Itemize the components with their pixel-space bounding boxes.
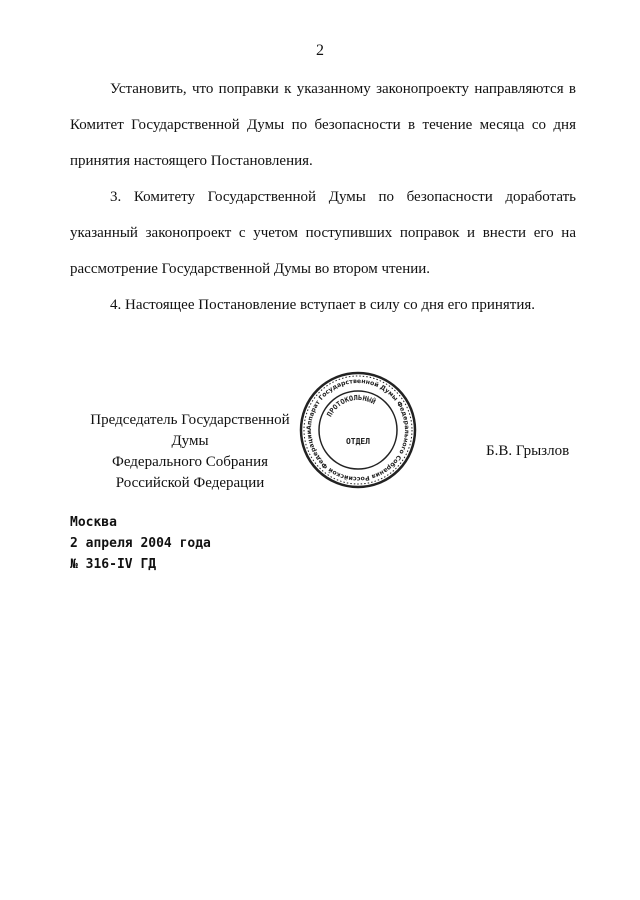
document-body (70, 71, 576, 323)
footer-date: 2 апреля 2004 года (70, 536, 211, 551)
signature-title-line-3: Российской Федерации (115, 475, 265, 491)
stamp-dotted-ring (304, 376, 412, 484)
signature-title-line-1: Председатель Государственной Думы (90, 412, 290, 449)
stamp-outer-text (306, 378, 410, 482)
footer-city: Москва (70, 515, 117, 530)
document-footer (70, 512, 211, 575)
stamp-inner-text (326, 394, 378, 418)
signature-title (70, 410, 310, 494)
signature-title-line-2: Федерального Собрания (111, 454, 269, 470)
stamp-center-text: ОТДЕЛ (345, 437, 371, 446)
signer-name: Б.В. Грызлов (486, 443, 570, 459)
stamp-inner-ring (319, 391, 397, 469)
stamp-outer-text-path: Аппарат Государственной Думы Федерального Собрания Российской Федерации (305, 377, 411, 483)
stamp-inner-text-path: ПРОТОКОЛЬНЫЙ (325, 393, 377, 419)
footer-document-number: № 316-IV ГД (70, 557, 157, 572)
official-stamp (298, 370, 418, 490)
page-number: 2 (316, 42, 324, 59)
paragraph-committee-instruction: 3. Комитету Государственной Думы по безопасности доработать указанный законопроект с учетом поступивших поправок и внести его на рассмотрение Государственной Думы во втором чтении. (70, 189, 576, 277)
paragraph-amendments-deadline: Установить, что поправки к указанному законопроекту направляются в Комитет Государственной Думы по безопасности в течение месяца со дня принятия настоящего Постановления. (70, 81, 576, 169)
paragraph-effective-date: 4. Настоящее Постановление вступает в силу со дня его принятия. (110, 297, 536, 313)
stamp-outer-ring (301, 373, 415, 487)
